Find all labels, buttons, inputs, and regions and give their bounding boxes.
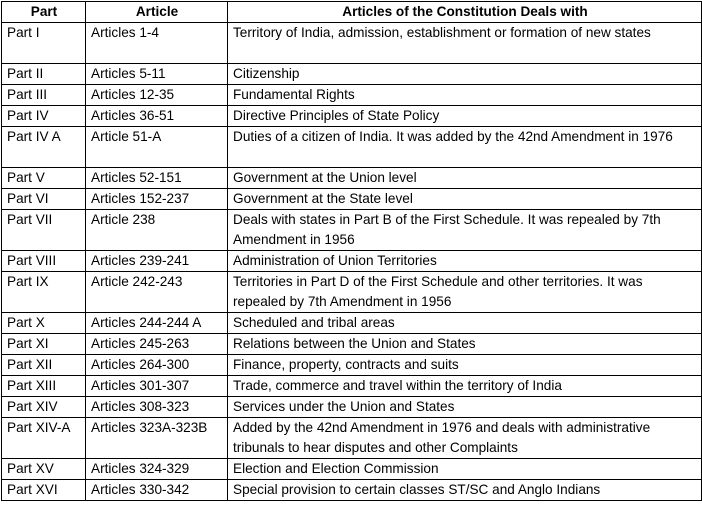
cell-part: Part XIV-A xyxy=(2,418,86,459)
cell-part: Part IV A xyxy=(2,127,86,168)
cell-article: Articles 245-263 xyxy=(86,334,228,355)
constitution-parts-table xyxy=(1,1,702,501)
cell-deals-with: Election and Election Commission xyxy=(228,459,702,480)
cell-article: Articles 324-329 xyxy=(86,459,228,480)
cell-part: Part IX xyxy=(2,272,86,313)
table-body xyxy=(2,23,702,501)
cell-part: Part XV xyxy=(2,459,86,480)
cell-article: Articles 36-51 xyxy=(86,106,228,127)
cell-deals-with: Government at the State level xyxy=(228,189,702,210)
table-row xyxy=(2,418,702,459)
cell-deals-with: Territories in Part D of the First Schedule and other territories. It was repealed by 7th Amendment in 1956 xyxy=(228,272,702,313)
cell-part: Part IV xyxy=(2,106,86,127)
cell-article: Articles 52-151 xyxy=(86,168,228,189)
cell-deals-with: Added by the 42nd Amendment in 1976 and deals with administrative tribunals to hear disputes and other Complaints xyxy=(228,418,702,459)
cell-part: Part VIII xyxy=(2,251,86,272)
cell-deals-with: Directive Principles of State Policy xyxy=(228,106,702,127)
table-row xyxy=(2,459,702,480)
cell-article: Articles 308-323 xyxy=(86,397,228,418)
cell-article: Articles 152-237 xyxy=(86,189,228,210)
table-row xyxy=(2,251,702,272)
cell-article: Articles 5-11 xyxy=(86,64,228,85)
cell-part: Part II xyxy=(2,64,86,85)
cell-article: Articles 244-244 A xyxy=(86,313,228,334)
cell-article: Articles 239-241 xyxy=(86,251,228,272)
table-row xyxy=(2,168,702,189)
cell-part: Part V xyxy=(2,168,86,189)
header-article: Article xyxy=(86,2,228,23)
header-row xyxy=(2,2,702,23)
cell-deals-with: Scheduled and tribal areas xyxy=(228,313,702,334)
table-header xyxy=(2,2,702,23)
cell-part: Part VII xyxy=(2,210,86,251)
cell-deals-with: Duties of a citizen of India. It was added by the 42nd Amendment in 1976 xyxy=(228,127,702,168)
cell-deals-with: Administration of Union Territories xyxy=(228,251,702,272)
table-row xyxy=(2,64,702,85)
table-row xyxy=(2,397,702,418)
table-row xyxy=(2,355,702,376)
cell-article: Articles 1-4 xyxy=(86,23,228,64)
cell-part: Part XI xyxy=(2,334,86,355)
cell-part: Part XVI xyxy=(2,480,86,501)
cell-part: Part X xyxy=(2,313,86,334)
cell-article: Articles 12-35 xyxy=(86,85,228,106)
cell-article: Articles 330-342 xyxy=(86,480,228,501)
cell-deals-with: Deals with states in Part B of the First Schedule. It was repealed by 7th Amendment in 1956 xyxy=(228,210,702,251)
cell-article: Article 51-A xyxy=(86,127,228,168)
table-row xyxy=(2,85,702,106)
cell-article: Articles 301-307 xyxy=(86,376,228,397)
table-row xyxy=(2,376,702,397)
cell-article: Article 238 xyxy=(86,210,228,251)
table-row xyxy=(2,23,702,64)
cell-part: Part XIII xyxy=(2,376,86,397)
cell-part: Part XIV xyxy=(2,397,86,418)
cell-deals-with: Territory of India, admission, establishment or formation of new states xyxy=(228,23,702,64)
cell-part: Part VI xyxy=(2,189,86,210)
cell-deals-with: Trade, commerce and travel within the territory of India xyxy=(228,376,702,397)
table-row xyxy=(2,272,702,313)
cell-part: Part III xyxy=(2,85,86,106)
table-row xyxy=(2,334,702,355)
cell-part: Part XII xyxy=(2,355,86,376)
cell-part: Part I xyxy=(2,23,86,64)
cell-deals-with: Special provision to certain classes ST/SC and Anglo Indians xyxy=(228,480,702,501)
header-deals-with: Articles of the Constitution Deals with xyxy=(228,2,702,23)
table-row xyxy=(2,480,702,501)
cell-deals-with: Government at the Union level xyxy=(228,168,702,189)
cell-deals-with: Services under the Union and States xyxy=(228,397,702,418)
cell-deals-with: Finance, property, contracts and suits xyxy=(228,355,702,376)
table-row xyxy=(2,210,702,251)
table-row xyxy=(2,313,702,334)
cell-deals-with: Citizenship xyxy=(228,64,702,85)
cell-deals-with: Relations between the Union and States xyxy=(228,334,702,355)
cell-article: Article 242-243 xyxy=(86,272,228,313)
cell-deals-with: Fundamental Rights xyxy=(228,85,702,106)
table-row xyxy=(2,127,702,168)
table-row xyxy=(2,106,702,127)
cell-article: Articles 264-300 xyxy=(86,355,228,376)
header-part: Part xyxy=(2,2,86,23)
table-row xyxy=(2,189,702,210)
cell-article: Articles 323A-323B xyxy=(86,418,228,459)
